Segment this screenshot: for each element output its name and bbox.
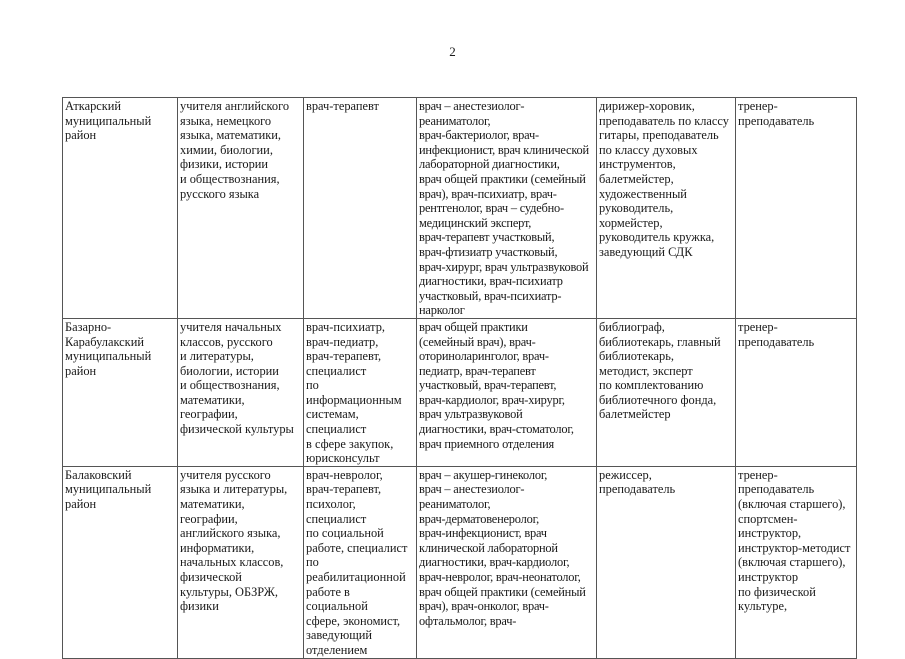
cell-line: Балаковский <box>65 467 132 482</box>
cell-line: врач – акушер-гинеколог, <box>419 467 548 482</box>
cell-line: системам, <box>306 407 359 422</box>
cell-line: библиотекарь, главный <box>599 334 721 349</box>
cell-line: врач-невролог, врач-неонатолог, <box>419 570 581 584</box>
cell-line: по комплектованию <box>599 378 704 393</box>
cell-specialists <box>304 466 417 658</box>
cell-line: физики, истории <box>180 157 269 172</box>
cell-line: балетмейстер <box>599 407 671 422</box>
vacancies-table <box>62 97 857 659</box>
cell-line: по физической <box>738 584 816 599</box>
cell-line: библиотечного фонда, <box>599 392 717 407</box>
cell-line: врач-терапевт участковый, <box>419 230 555 245</box>
cell-line: район <box>65 363 97 378</box>
cell-line: тренер- <box>738 99 778 113</box>
cell-line: преподаватель по классу <box>599 113 729 128</box>
cell-line: гитары, преподаватель <box>599 128 719 143</box>
cell-line: заведующий СДК <box>599 244 693 259</box>
cell-line: языка, математики, <box>180 128 282 143</box>
cell-line: и литературы, <box>180 349 254 364</box>
cell-line: муниципальный <box>65 349 152 364</box>
cell-line: химии, биологии, <box>180 142 273 157</box>
cell-line: тренер- <box>738 319 778 334</box>
cell-line: биологии, истории <box>180 363 279 378</box>
cell-line: врач-инфекционист, врач <box>419 526 547 541</box>
cell-line: языка, немецкого <box>180 113 272 128</box>
cell-line: медицинский эксперт, <box>419 215 532 230</box>
cell-line: тренер- <box>738 467 778 482</box>
cell-line: врач-фтизиатр участковый, <box>419 244 558 259</box>
cell-line: участковый, врач-психиатр- <box>419 288 562 303</box>
cell-line: работе в социальной <box>306 584 368 614</box>
cell-line: физики <box>180 599 219 614</box>
cell-line: инструментов, <box>599 157 676 172</box>
cell-line: по классу духовых <box>599 142 698 157</box>
cell-line: врач-бактериолог, врач- <box>419 128 539 143</box>
table-row <box>63 98 857 319</box>
cell-line: английского языка, <box>180 526 281 541</box>
cell-line: преподаватель <box>738 113 815 128</box>
cell-line: врач-терапевт <box>306 99 379 113</box>
cell-line: врач – анестезиолог-реаниматолог, <box>419 99 525 128</box>
cell-line: географии, <box>180 511 238 526</box>
cell-specialists <box>304 318 417 466</box>
page-number: 2 <box>449 44 456 59</box>
cell-line: библиограф, <box>599 319 665 334</box>
cell-line: руководитель, <box>599 201 674 216</box>
cell-line: участковый, врач-терапевт, <box>419 378 557 393</box>
cell-line: начальных классов, <box>180 555 284 570</box>
cell-line: инструктор, <box>738 526 802 541</box>
cell-line: по реабилитационной <box>306 555 406 584</box>
cell-line: (включая старшего), <box>738 497 846 512</box>
cell-line: врач-терапевт, <box>306 482 382 497</box>
cell-doctors <box>417 466 597 658</box>
cell-line: преподаватель <box>738 334 815 349</box>
cell-line: учителя начальных <box>180 319 282 334</box>
cell-line: сфере, экономист, <box>306 613 401 628</box>
cell-line: и обществознания, <box>180 171 280 186</box>
cell-line: юрисконсульт <box>306 451 380 466</box>
cell-line: врач-невролог, <box>306 467 383 482</box>
cell-line: преподаватель <box>738 482 815 497</box>
table-row <box>63 318 857 466</box>
cell-sport <box>736 318 857 466</box>
cell-line: Карабулакский <box>65 334 144 349</box>
cell-specialists <box>304 98 417 319</box>
cell-line: врач общей практики (семейный <box>419 171 586 186</box>
cell-teachers <box>178 98 304 319</box>
cell-line: дирижер-хоровик, <box>599 99 695 113</box>
cell-culture <box>597 318 736 466</box>
cell-line: педиатр, врач-терапевт <box>419 363 536 378</box>
cell-line: психолог, специалист <box>306 497 367 526</box>
cell-line: врач ультразвуковой <box>419 407 523 422</box>
cell-line: русского языка <box>180 186 260 201</box>
cell-line: инструктор <box>738 570 799 584</box>
cell-line: инфекционист, врач клинической <box>419 142 589 157</box>
cell-line: диагностики, врач-психиатр <box>419 274 563 289</box>
cell-line: врач), врач-психиатр, врач- <box>419 186 557 201</box>
cell-district <box>63 318 178 466</box>
cell-district <box>63 98 178 319</box>
cell-sport <box>736 466 857 658</box>
cell-line: математики, <box>180 497 245 512</box>
cell-line: балетмейстер, <box>599 171 674 186</box>
cell-line: хормейстер, <box>599 215 663 230</box>
cell-line: офтальмолог, врач- <box>419 613 517 628</box>
cell-line: Базарно- <box>65 319 112 334</box>
cell-teachers <box>178 318 304 466</box>
cell-line: учителя русского <box>180 467 271 482</box>
cell-line: художественный <box>599 186 687 201</box>
cell-district <box>63 466 178 658</box>
cell-line: врач-хирург, врач ультразвуковой <box>419 259 589 274</box>
cell-line: район <box>65 497 97 512</box>
cell-line: врач), врач-онколог, врач- <box>419 599 549 614</box>
cell-line: лабораторной диагностики, <box>419 157 560 172</box>
cell-line: врач общей практики (семейный <box>419 584 586 599</box>
cell-line: языка и литературы, <box>180 482 288 497</box>
cell-line: рентгенолог, врач – судебно- <box>419 201 564 216</box>
cell-line: классов, русского <box>180 334 273 349</box>
cell-line: врач общей практики <box>419 319 528 334</box>
cell-line: работе, специалист <box>306 540 408 555</box>
cell-line: руководитель кружка, <box>599 230 715 245</box>
cell-line: библиотекарь, <box>599 349 674 364</box>
cell-line: муниципальный <box>65 482 152 497</box>
cell-line: географии, <box>180 407 238 422</box>
cell-culture <box>597 98 736 319</box>
cell-line: муниципальный <box>65 113 152 128</box>
cell-line: (включая старшего), <box>738 555 846 570</box>
cell-line: район <box>65 128 97 143</box>
cell-line: и обществознания, <box>180 378 280 393</box>
cell-line: культуре, <box>738 599 788 614</box>
cell-line: диагностики, врач-стоматолог, <box>419 422 574 437</box>
cell-line: диагностики, врач-кардиолог, <box>419 555 570 570</box>
cell-line: в сфере закупок, <box>306 436 394 451</box>
cell-line: специалист <box>306 363 367 378</box>
cell-teachers <box>178 466 304 658</box>
cell-line: учителя английского <box>180 99 290 113</box>
cell-line: нарколог <box>419 303 465 318</box>
cell-sport <box>736 98 857 319</box>
cell-line: режиссер, <box>599 467 652 482</box>
cell-line: заведующий <box>306 628 373 643</box>
cell-line: оториноларинголог, врач- <box>419 349 549 364</box>
cell-line: врач-психиатр, <box>306 319 386 334</box>
cell-line: Аткарский <box>65 99 122 113</box>
cell-line: культуры, ОБЗРЖ, <box>180 584 278 599</box>
cell-line: врач-педиатр, <box>306 334 379 349</box>
cell-line: клинической лабораторной <box>419 540 558 555</box>
cell-line: математики, <box>180 392 245 407</box>
cell-doctors <box>417 98 597 319</box>
cell-doctors <box>417 318 597 466</box>
cell-line: (семейный врач), врач- <box>419 334 536 349</box>
cell-line: врач-дерматовенеролог, <box>419 511 539 526</box>
cell-line: физической культуры <box>180 422 294 437</box>
cell-line: врач-терапевт, <box>306 349 382 364</box>
cell-line: инструктор-методист <box>738 540 851 555</box>
cell-culture <box>597 466 736 658</box>
cell-line: по информационным <box>306 378 402 407</box>
cell-line: специалист <box>306 422 367 437</box>
cell-line: врач приемного отделения <box>419 436 554 451</box>
cell-line: физической <box>180 570 242 584</box>
cell-line: методист, эксперт <box>599 363 693 378</box>
table-row <box>63 466 857 658</box>
cell-line: спортсмен- <box>738 511 798 526</box>
cell-line: врач-кардиолог, врач-хирург, <box>419 392 565 407</box>
cell-line: по социальной <box>306 526 384 541</box>
cell-line: информатики, <box>180 540 255 555</box>
cell-line: врач – анестезиолог-реаниматолог, <box>419 482 525 512</box>
cell-line: отделением <box>306 642 368 657</box>
cell-line: преподаватель <box>599 482 676 497</box>
